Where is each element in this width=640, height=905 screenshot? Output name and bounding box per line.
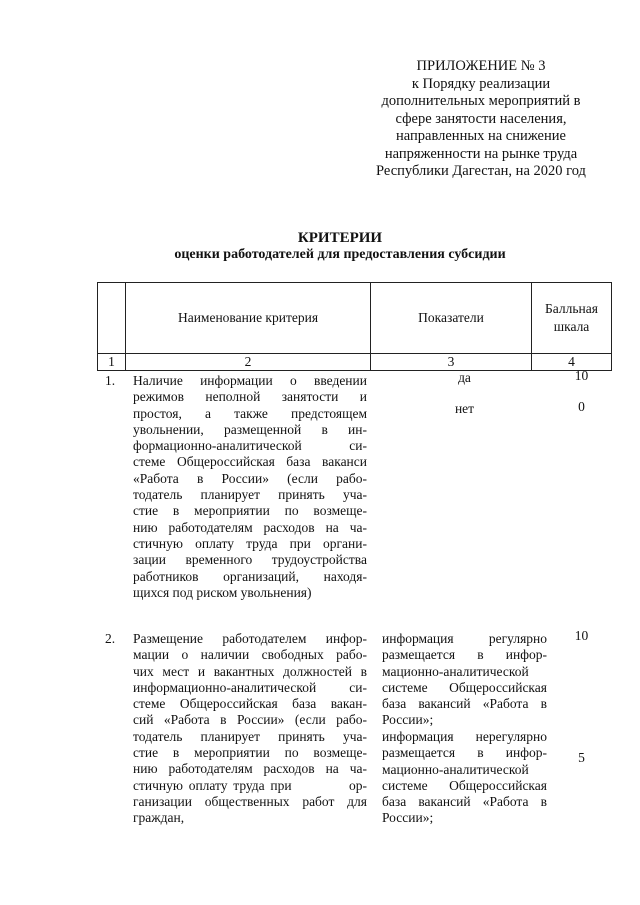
row-number: 1. (105, 373, 116, 388)
criterion-line: зации временного трудоустройства (133, 552, 367, 568)
criterion-line: нию работодателям расходов на ча- (133, 519, 367, 535)
criterion-line: граждан, (133, 810, 185, 826)
criteria-table-header (97, 282, 612, 371)
header-scale-line: шкала (553, 319, 590, 334)
criterion-line: информационно-аналитической си- (133, 679, 367, 695)
criterion-line: стичную оплату труда при органи- (133, 535, 367, 551)
appendix-line: дополнительных мероприятий в (381, 93, 581, 109)
score-value: 5 (578, 750, 585, 765)
table-header-row (98, 283, 612, 354)
indicator-line: системе Общероссийская (382, 679, 547, 695)
appendix-line: к Порядку реализации (411, 75, 551, 92)
indicator-line: системе Общероссийская (382, 777, 547, 793)
indicator-line: мационно-аналитической (382, 663, 529, 679)
header-indicators: Показатели (371, 283, 532, 354)
indicator-line: России»; (382, 810, 434, 826)
indicator-regular (382, 631, 547, 729)
criterion-line: тодатель планирует принять уча- (133, 487, 367, 503)
criterion-line: стичную оплату труда при ор- (133, 777, 367, 793)
column-number: 2 (126, 354, 371, 371)
criterion-line: увольнении, размещенной в ин- (133, 421, 367, 437)
indicator-line: информация регулярно (382, 631, 547, 646)
appendix-line: ПРИЛОЖЕНИЕ № 3 (416, 58, 546, 74)
criterion-line: ганизации общественных работ для (133, 793, 367, 809)
appendix-header (360, 58, 602, 181)
appendix-line: сфере занятости населения, (395, 110, 567, 127)
score-value: 0 (578, 399, 585, 414)
document-title: КРИТЕРИИ (297, 230, 383, 246)
header-score-scale (532, 283, 612, 354)
column-number: 4 (532, 354, 612, 371)
indicator-line: информация нерегулярно (382, 729, 547, 744)
criterion-text (133, 631, 367, 827)
indicator-line: база вакансий «Работа в (382, 696, 547, 712)
indicator-line: России»; (382, 712, 434, 728)
criterion-text (133, 373, 367, 601)
criterion-line: простоя, а также предстоящем (133, 405, 367, 421)
indicator-no (382, 401, 547, 417)
column-number: 3 (371, 354, 532, 371)
criterion-line: работников организаций, находя- (133, 568, 367, 584)
column-number: 1 (98, 354, 126, 371)
score-value: 10 (574, 368, 589, 383)
indicator-line: размещается в инфор- (382, 647, 547, 663)
criterion-line: сий «Работа в России» (если рабо- (133, 712, 367, 728)
document-subtitle: оценки работодателей для предоставления субсидии (174, 247, 506, 262)
indicator-line: мационно-аналитической (382, 761, 529, 777)
score-value: 10 (574, 628, 589, 643)
appendix-line: направленных на снижение (396, 128, 566, 144)
indicator-yes (382, 370, 547, 386)
header-number (98, 283, 126, 354)
criterion-line: стие в мероприятии по возмеще- (133, 745, 367, 761)
appendix-line: напряженности на рынке труда (384, 145, 578, 162)
criterion-line: «Работа в России» (если рабо- (133, 470, 367, 486)
row-number: 2. (105, 631, 116, 646)
indicator-text: нет (454, 401, 475, 416)
criterion-line: щихся под риском увольнения) (133, 584, 312, 600)
criterion-line: Размещение работодателем инфор- (133, 631, 367, 646)
indicator-line: база вакансий «Работа в (382, 794, 547, 810)
criterion-line: стие в мероприятии по возмеще- (133, 503, 367, 519)
criterion-line: нию работодателям расходов на ча- (133, 761, 367, 777)
indicator-line: размещается в инфор- (382, 745, 547, 761)
criterion-line: режимов неполной занятости и (133, 389, 367, 405)
column-number-row (98, 354, 612, 371)
criterion-line: формационно-аналитической си- (133, 438, 367, 454)
appendix-line: Республики Дагестан, на 2020 год (376, 163, 586, 179)
header-scale-line: Балльная (545, 301, 598, 316)
criterion-line: мации о наличии свободных рабо- (133, 647, 367, 663)
criterion-line: стеме Общероссийская база ваканси (133, 454, 367, 470)
header-criterion: Наименование критерия (126, 283, 371, 354)
criterion-line: стеме Общероссийская база вакан- (133, 696, 367, 712)
criterion-line: чих мест и вакантных должностей в (133, 663, 367, 679)
indicator-text: да (458, 370, 471, 385)
indicator-irregular (382, 729, 547, 827)
criterion-line: Наличие информации о введении (133, 373, 367, 388)
criterion-line: тодатель планирует принять уча- (133, 728, 367, 744)
